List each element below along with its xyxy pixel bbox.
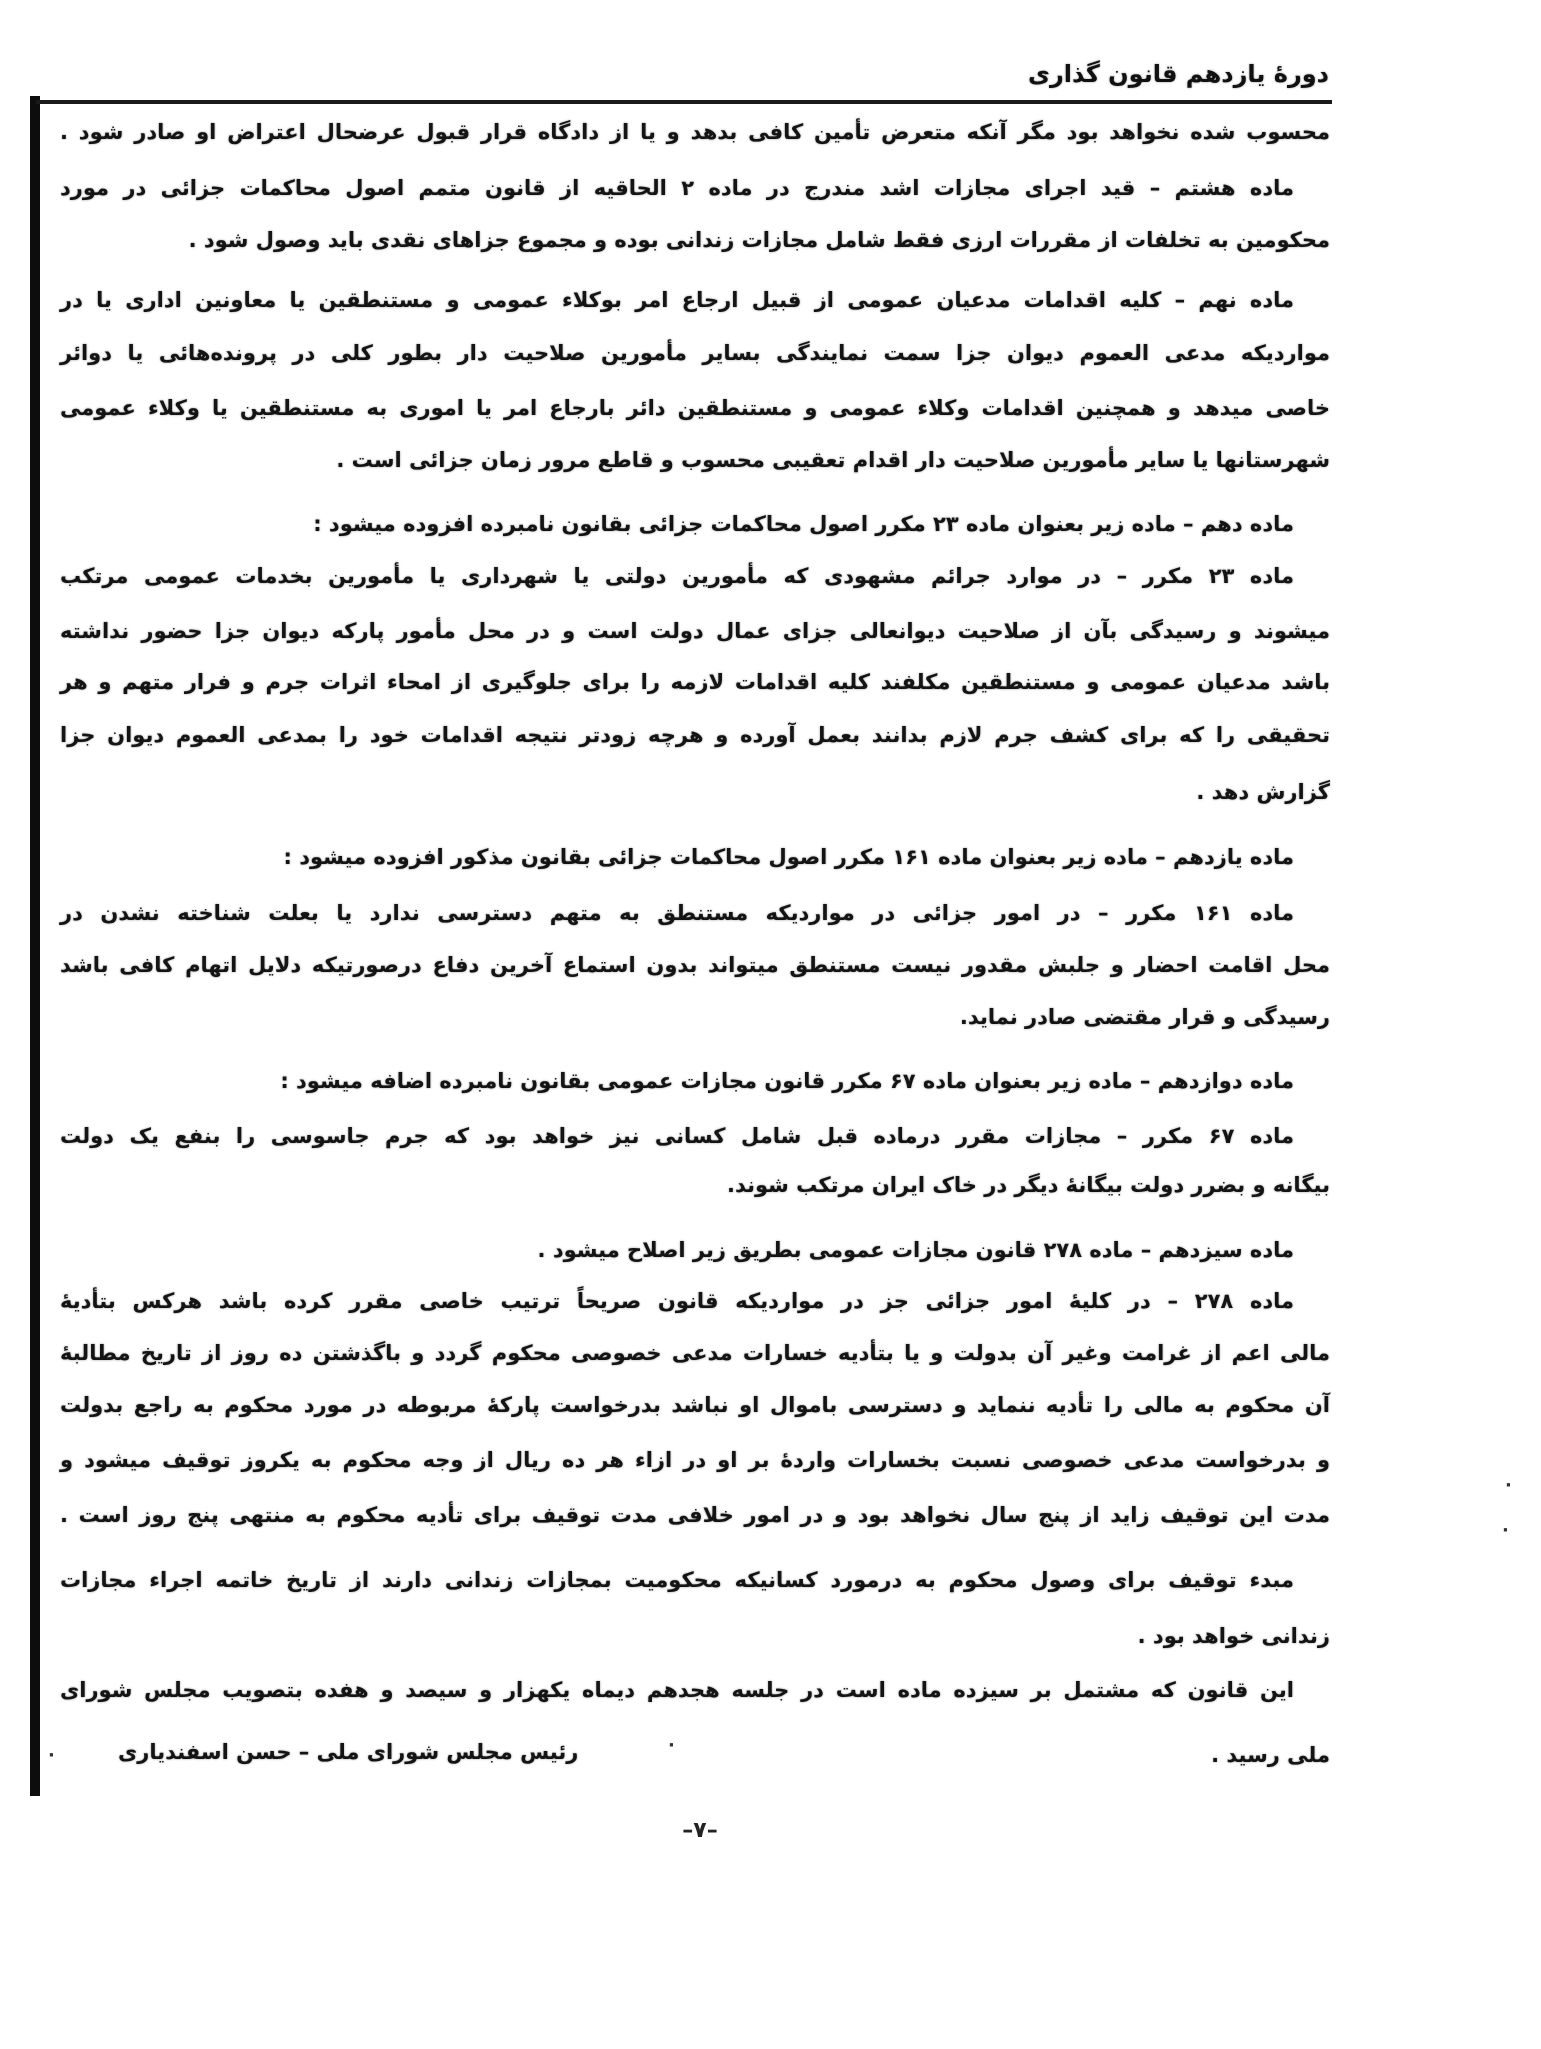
scan-speck: · <box>668 1735 675 1756</box>
article-12-heading-line: ماده دوازدهم – ماده زیر بعنوان ماده ۶۷ مکرر قانون مجازات عمومی بقانون نامبرده اضافه میشود : <box>280 1069 1294 1093</box>
text-line: محل اقامت احضار و جلبش مقدور نیست مستنطق میتواند بدون استماع آخرین دفاع درصورتیکه دلایل اتهام کافی باشد <box>60 953 1330 977</box>
text-line: میشوند و رسیدگی بآن از صلاحیت دیوانعالی جزای عمال دولت است و در محل مأمور پارکه دیوان جزا حضور نداشته <box>60 619 1330 643</box>
article-9-heading-line: ماده نهم – کلیه اقدامات مدعیان عمومی از قبیل ارجاع امر بوکلاء عمومی و مستنطقین یا معاونین اداری یا در <box>60 288 1294 312</box>
text-line: آن محکوم به مالی را تأدیه ننماید و دسترسی باموال او نباشد بدرخواست پارکهٔ مربوطه در مورد محکوم به راجع بدولت <box>60 1393 1330 1417</box>
text-line: بیگانه و بضرر دولت بیگانهٔ دیگر در خاک ایران مرتکب شوند. <box>727 1173 1330 1197</box>
closing-line: این قانون که مشتمل بر سیزده ماده است در جلسه هجدهم دیماه یکهزار و سیصد و هفده بتصویب مجلس شورای <box>60 1678 1294 1702</box>
text-line: محکومین به تخلفات از مقررات ارزی فقط شامل مجازات زندانی بوده و مجموع جزاهای نقدی باید وصول شود . <box>188 228 1330 252</box>
scan-speck: · <box>1502 1520 1509 1541</box>
page-number: –۷– <box>682 1818 718 1843</box>
text-line: مواردیکه مدعی العموم دیوان جزا سمت نمایندگی بسایر مأمورین صلاحیت دار بطور کلی در پرونده‌هائی یا دوائر <box>60 341 1330 365</box>
article-67bis-line: ماده ۶۷ مکرر – مجازات مقرر درماده قبل شامل کسانی نیز خواهد بود که جرم جاسوسی را بنفع یک دولت <box>60 1124 1295 1148</box>
text-line: محسوب شده نخواهد بود مگر آنکه متعرض تأمین کافی بدهد و یا از دادگاه قرار قبول عرضحال اعتراض او صادر شود . <box>60 120 1330 144</box>
text-line: شهرستانها یا سایر مأمورین صلاحیت دار اقدام تعقیبی محسوب و قاطع مرور زمان جزائی است . <box>336 448 1330 472</box>
article-8-heading-line: ماده هشتم – قید اجرای مجازات اشد مندرج در ماده ۲ الحاقیه از قانون متمم اصول محاکمات جزائی در مورد <box>60 176 1294 200</box>
text-line: مدت این توقیف زاید از پنج سال نخواهد بود و در امور خلافی مدت توقیف برای تأدیه محکوم به منتهی پنج روز است . <box>60 1503 1330 1527</box>
text-line: خاصی میدهد و همچنین اقدامات وکلاء عمومی و مستنطقین دائر بارجاع امر یا اموری به مستنطقین یا وکلاء عمومی <box>60 396 1330 420</box>
closing-line: ملی رسید . <box>1211 1743 1330 1767</box>
text-line: رسیدگی و قرار مقتضی صادر نماید. <box>959 1005 1330 1029</box>
text-line: باشد مدعیان عمومی و مستنطقین مکلفند کلیه اقدامات لازمه را برای جلوگیری از امحاء اثرات جرم و فرار متهم و هر <box>60 670 1330 694</box>
text-line: مبدء توقیف برای وصول محکوم به درمورد کسانیکه محکومیت بمجازات زندانی دارند از تاریخ خاتمه اجراء مجازات <box>60 1568 1294 1592</box>
header-rule <box>36 100 1332 104</box>
article-278-line: ماده ۲۷۸ – در کلیهٔ امور جزائی جز در مواردیکه قانون صریحاً ترتیب خاصی مقرر کرده باشد هرکس بتأدیهٔ <box>60 1289 1295 1313</box>
article-10-heading-line: ماده دهم – ماده زیر بعنوان ماده ۲۳ مکرر اصول محاکمات جزائی بقانون نامبرده افزوده میشود : <box>313 512 1294 536</box>
text-line: مالی اعم از غرامت وغیر آن بدولت و یا بتأدیه خسارات مدعی خصوصی محکوم گردد و باگذشتن ده روز از تاریخ مطالبهٔ <box>60 1341 1330 1365</box>
text-line: گزارش دهد . <box>1196 780 1330 804</box>
running-header: دورهٔ یازدهم قانون گذاری <box>1027 60 1329 88</box>
left-margin-bar <box>30 96 40 1796</box>
scan-speck: · <box>1505 1475 1512 1496</box>
text-line: و بدرخواست مدعی خصوصی نسبت بخسارات واردهٔ بر او در ازاء هر ده ریال از وجه محکوم به یکروز توقیف میشود و <box>60 1448 1330 1472</box>
article-23bis-line: ماده ۲۳ مکرر – در موارد جرائم مشهودی که مأمورین دولتی یا شهرداری یا مأمورین بخدمات عمومی مرتکب <box>60 564 1294 588</box>
article-13-heading-line: ماده سیزدهم – ماده ۲۷۸ قانون مجازات عمومی بطریق زیر اصلاح میشود . <box>537 1238 1294 1262</box>
signature: رئیس مجلس شورای ملی – حسن اسفندیاری <box>118 1740 579 1764</box>
article-161bis-line: ماده ۱۶۱ مکرر – در امور جزائی در مواردیکه مستنطق به متهم دسترسی ندارد یا بعلت شناخته نشدن در <box>60 901 1295 925</box>
text-line: زندانی خواهد بود . <box>1137 1624 1330 1648</box>
text-line: تحقیقی را که برای کشف جرم لازم بدانند بعمل آورده و هرچه زودتر نتیجه اقدامات خود را بمدعی العموم دیوان جزا <box>60 723 1330 747</box>
article-11-heading-line: ماده یازدهم – ماده زیر بعنوان ماده ۱۶۱ مکرر اصول محاکمات جزائی بقانون مذکور افزوده میشود : <box>283 845 1294 869</box>
scan-speck: · <box>48 1745 55 1766</box>
